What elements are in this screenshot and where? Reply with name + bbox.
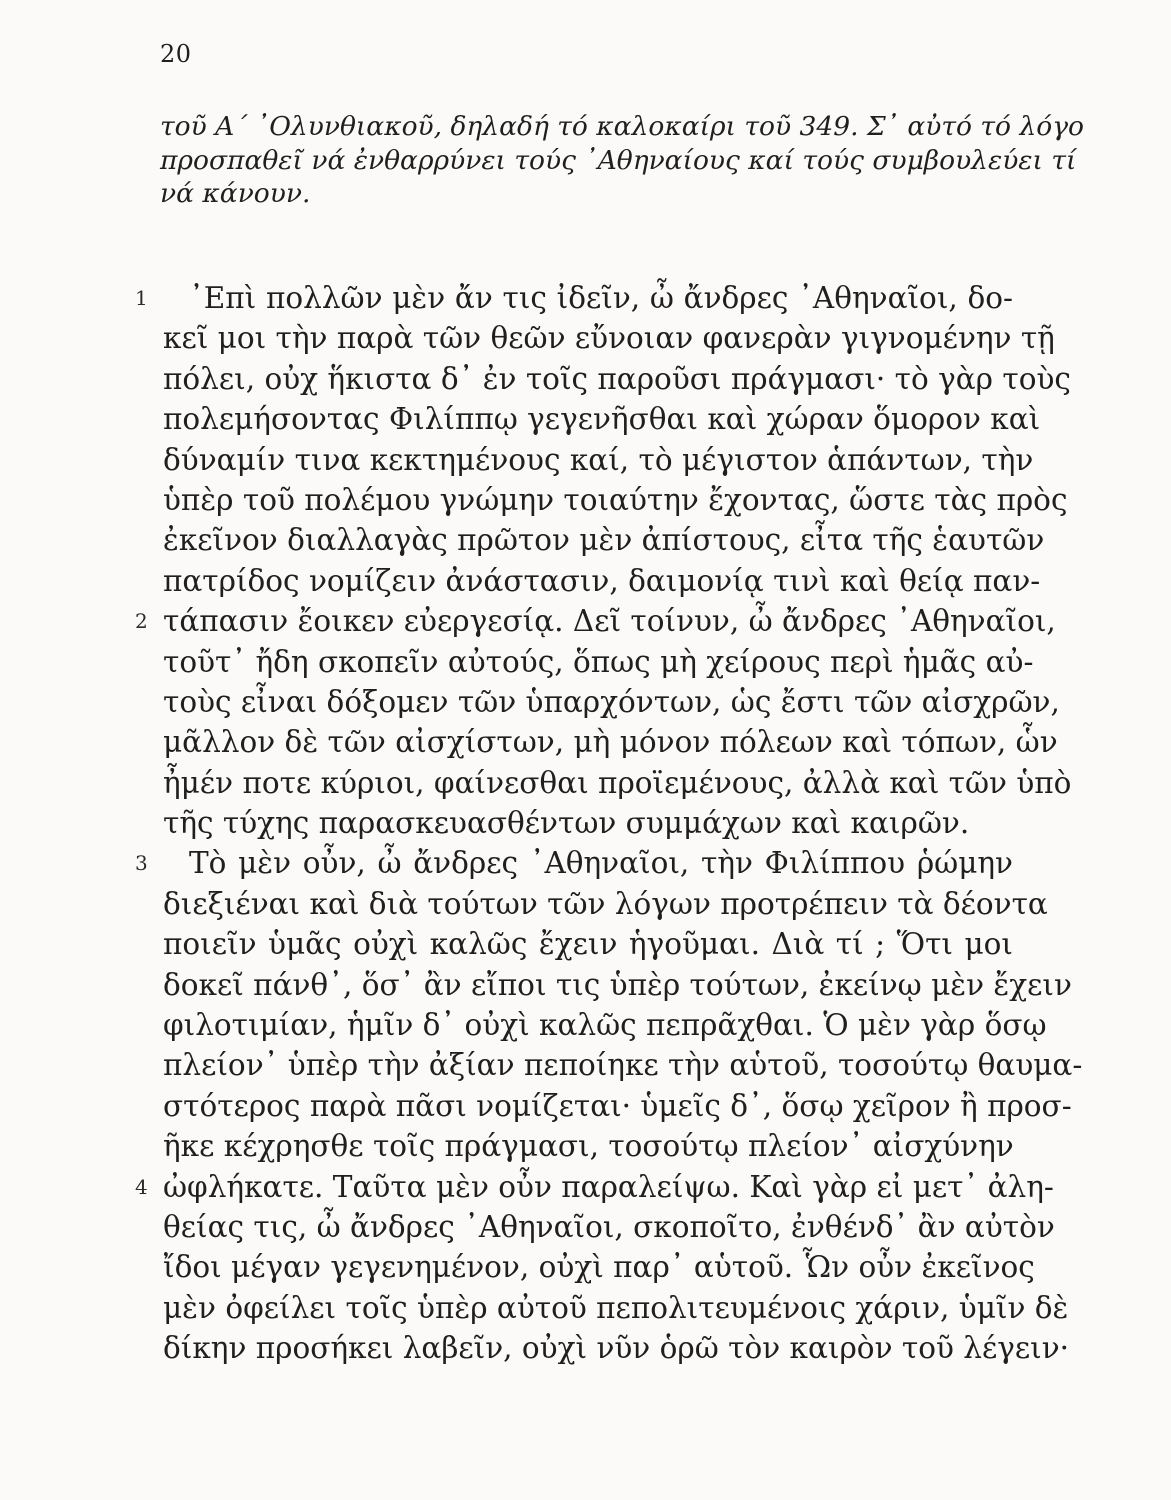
text-line (163, 965, 1072, 1005)
text-line (163, 440, 1034, 480)
section-number: 2 (135, 609, 148, 634)
text-line (163, 359, 1071, 399)
line-text: τάπασιν ἔοικεν εὐεργεσίᾳ. Δεῖ τοίνυν, ὦ ἄνδρες ᾿Αθηναῖοι, (163, 604, 1056, 639)
line-text: κεῖ μοι τὴν παρὰ τῶν θεῶν εὔνοιαν φανερὰν γιγνομένην τῇ (163, 321, 1055, 356)
line-text: ᾿Επὶ πολλῶν μὲν ἄν τις ἰδεῖν, ὦ ἄνδρες ᾿Αθηναῖοι, δο- (189, 281, 1013, 315)
line-text: στότερος παρὰ πᾶσι νομίζεται· ὑμεῖς δ᾿, ὅσῳ χεῖρον ἢ προσ- (163, 1088, 1072, 1123)
greek-text-body (135, 278, 1083, 1369)
line-text: ἐκεῖνον διαλλαγὰς πρῶτον μὲν ἀπίστους, εἶτα τῆς ἑαυτῶν (163, 523, 1045, 558)
text-line (163, 399, 1041, 439)
line-text: Τὸ μὲν οὖν, ὦ ἄνδρες ᾿Αθηναῖοι, τὴν Φιλίππου ῥώμην (189, 846, 1013, 881)
text-line (163, 722, 1058, 762)
text-line (163, 642, 1034, 682)
text-line (163, 480, 1068, 520)
section-number: 4 (135, 1174, 148, 1199)
line-text: δίκην προσήκει λαβεῖν, οὐχὶ νῦν ὁρῶ τὸν καιρὸν τοῦ λέγειν· (163, 1331, 1070, 1366)
line-text: τοῦτ᾿ ἤδη σκοπεῖν αὐτούς, ὅπως μὴ χείρους περὶ ἡμᾶς αὐ- (163, 644, 1034, 679)
line-text: πολεμήσοντας Φιλίππῳ γεγενῆσθαι καὶ χώραν ὅμορον καὶ (163, 402, 1041, 437)
text-line (163, 924, 1013, 964)
intro-line: προσπαθεῖ νά ἐνθαρρύνει τούς ᾿Αθηναίους καί τούς συμβουλεύει τί (160, 144, 1077, 176)
line-text: μᾶλλον δὲ τῶν αἰσχίστων, μὴ μόνον πόλεων καὶ τόπων, ὧν (163, 725, 1058, 760)
text-line (163, 318, 1055, 358)
line-text: δύναμίν τινα κεκτημένους καί, τὸ μέγιστον ἁπάντων, τὴν (163, 442, 1034, 477)
text-line (163, 1005, 1047, 1045)
text-line (163, 884, 1048, 924)
line-text: ῆκε κέχρησθε τοῖς πράγμασι, τοσούτῳ πλείον᾿ αἰσχύνην (163, 1129, 1014, 1164)
line-text: πατρίδος νομίζειν ἀνάστασιν, δαιμονίᾳ τινὶ καὶ θείᾳ παν- (163, 563, 1041, 598)
text-line (163, 803, 1013, 843)
intro-line: τοῦ Α΄ ᾿Ολυνθιακοῦ, δηλαδή τό καλοκαίρι τοῦ 349. Σ᾿ αὐτό τό λόγο (160, 111, 1084, 142)
text-line (163, 1086, 1072, 1126)
intro-paragraph (160, 110, 1160, 211)
text-line (163, 1328, 1070, 1368)
text-line (163, 561, 1041, 601)
text-line (163, 1045, 1083, 1085)
page-number: 20 (160, 40, 192, 68)
text-line (135, 1167, 1054, 1207)
section-number: 1 (135, 286, 148, 310)
text-line (163, 1126, 1013, 1166)
text-line (163, 1247, 1035, 1287)
line-text: τῆς τύχης παρασκευασθέντων συμμάχων καὶ καιρῶν. (163, 806, 970, 841)
line-text: ποιεῖν ὑμᾶς οὐχὶ καλῶς ἔχειν ἡγοῦμαι. Διὰ τί ; Ὅτι μοι (163, 927, 1013, 962)
text-line (163, 682, 1060, 722)
line-text: ἦμέν ποτε κύριοι, φαίνεσθαι προϊεμένους, ἀλλὰ καὶ τῶν ὑπὸ (163, 765, 1072, 800)
line-text: διεξιέναι καὶ διὰ τούτων τῶν λόγων προτρέπειν τὰ δέοντα (163, 886, 1048, 921)
line-text: φιλοτιμίαν, ἡμῖν δ᾿ οὐχὶ καλῶς πεπρᾶχθαι. Ὁ μὲν γὰρ ὅσῳ (163, 1008, 1047, 1043)
text-line (135, 278, 1013, 318)
line-text: πόλει, οὐχ ἥκιστα δ᾿ ἐν τοῖς παροῦσι πράγμασι· τὸ γὰρ τοὺς (163, 361, 1071, 396)
intro-line: νά κάνουν. (160, 178, 311, 209)
line-text: ἴδοι μέγαν γεγενημένον, οὐχὶ παρ᾿ αὑτοῦ. Ὧν οὖν ἐκεῖνος (163, 1250, 1035, 1285)
line-text: ὑπὲρ τοῦ πολέμου γνώμην τοιαύτην ἔχοντας, ὥστε τὰς πρὸς (163, 482, 1068, 517)
line-text: ὠφλήκατε. Ταῦτα μὲν οὖν παραλείψω. Καὶ γὰρ εἰ μετ᾿ ἀλη- (163, 1169, 1054, 1204)
line-text: δοκεῖ πάνθ᾿, ὅσ᾿ ἂν εἴποι τις ὑπὲρ τούτων, ἐκείνῳ μὲν ἔχειν (163, 967, 1072, 1002)
line-text: πλείον᾿ ὑπὲρ τὴν ἀξίαν πεποίηκε τὴν αὑτοῦ, τοσούτῳ θαυμα- (163, 1048, 1083, 1083)
text-line (135, 843, 1013, 883)
text-line (163, 1207, 1055, 1247)
line-text: θείας τις, ὦ ἄνδρες ᾿Αθηναῖοι, σκοποῖτο, ἐνθένδ᾿ ἂν αὐτὸν (163, 1209, 1055, 1244)
text-line (163, 763, 1072, 803)
text-line (163, 1288, 1069, 1328)
line-text: μὲν ὀφείλει τοῖς ὑπὲρ αὐτοῦ πεπολιτευμένοις χάριν, ὑμῖν δὲ (163, 1290, 1069, 1325)
line-text: τοὺς εἶναι δόξομεν τῶν ὑπαρχόντων, ὡς ἔστι τῶν αἰσχρῶν, (163, 684, 1060, 719)
text-line (135, 601, 1056, 641)
section-number: 3 (135, 851, 148, 876)
text-line (163, 520, 1045, 560)
